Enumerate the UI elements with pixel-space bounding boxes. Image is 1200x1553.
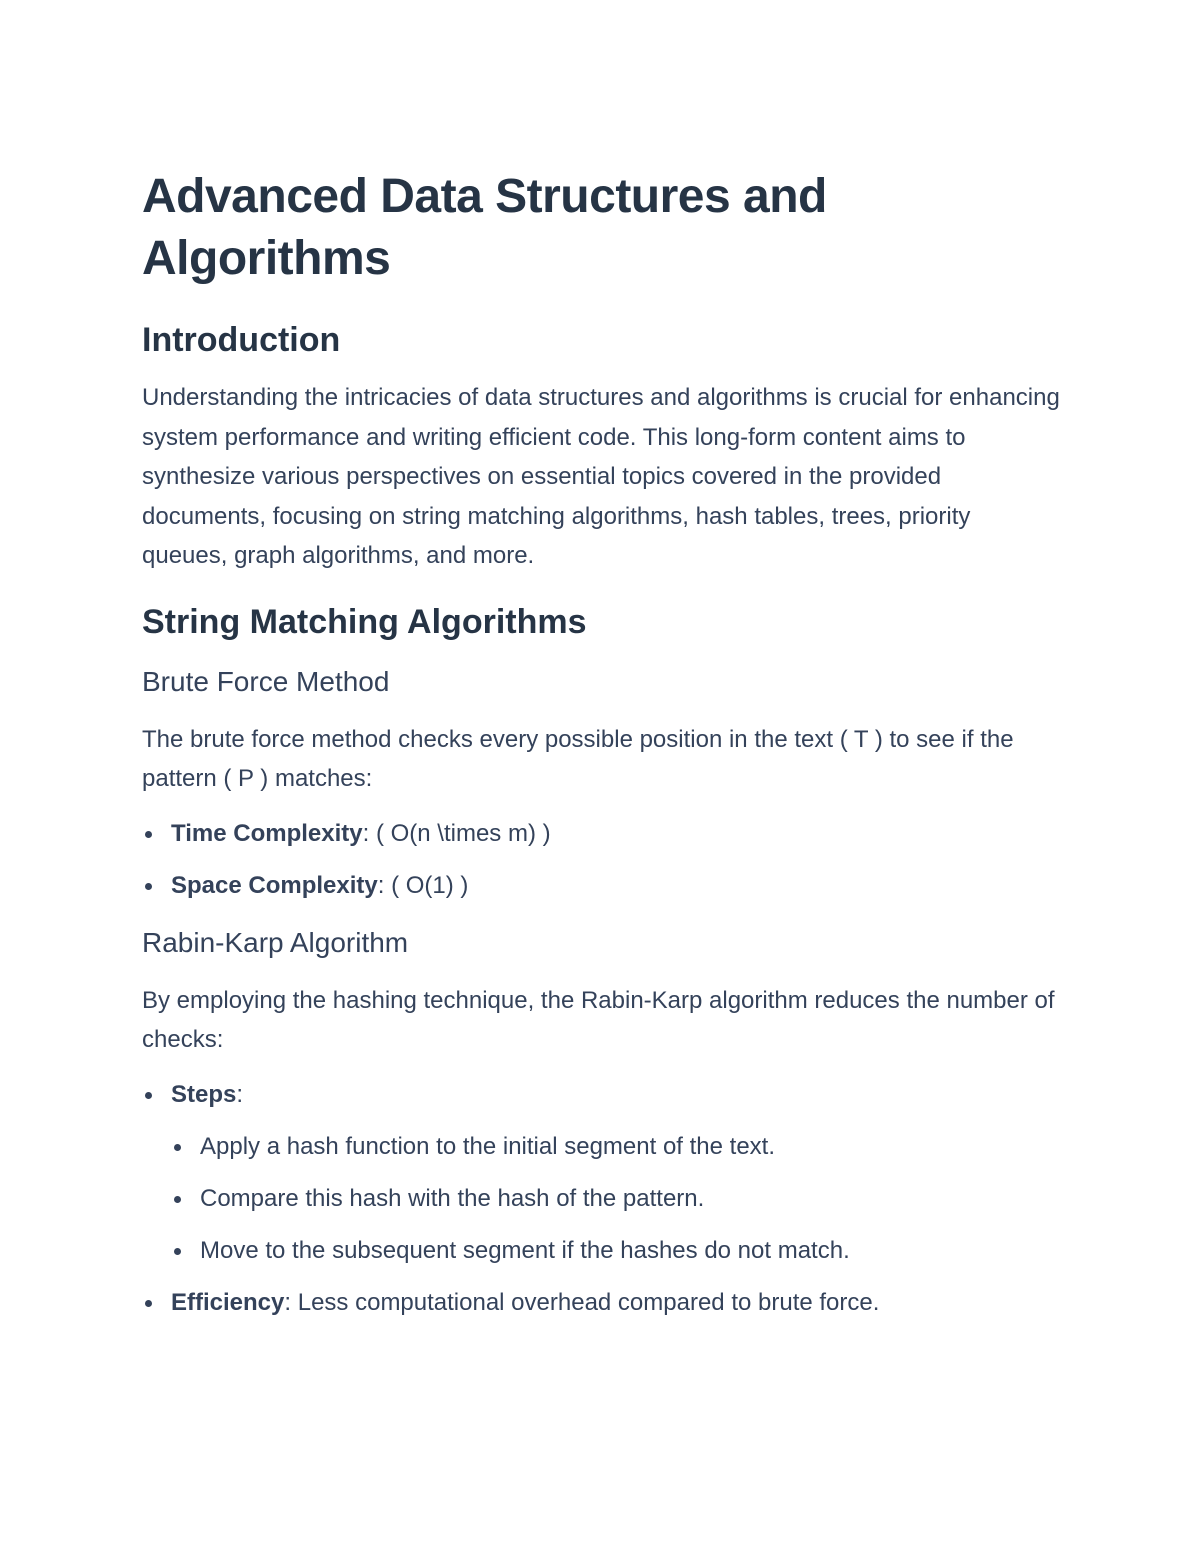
list-item-label: Time Complexity xyxy=(171,819,363,847)
subsection-heading-brute-force: Brute Force Method xyxy=(142,665,390,697)
brute-force-paragraph: The brute force method checks every possible position in the text ( T ) to see if the pattern ( P ) matches: xyxy=(142,725,1014,792)
brute-force-list xyxy=(142,817,1062,903)
list-item-step: Apply a hash function to the initial segment of the text. xyxy=(142,1130,1062,1164)
list-item-step: Move to the subsequent segment if the hashes do not match. xyxy=(142,1234,1062,1268)
rabin-karp-list xyxy=(142,1078,1062,1320)
section-heading-string-matching: String Matching Algorithms xyxy=(142,602,587,641)
introduction-paragraph: Understanding the intricacies of data structures and algorithms is crucial for enhancing system performance and writing efficient code. This long-form content aims to synthesize various perspectives on essential topics covered in the provided documents, focusing on string matching algorithms, hash tables, trees, priority queues, graph algorithms, and more. xyxy=(142,384,1060,569)
list-item-time-complexity xyxy=(142,817,1062,851)
document-page xyxy=(142,166,1062,1320)
document-title: Advanced Data Structures and Algorithms xyxy=(142,170,827,285)
section-heading-introduction: Introduction xyxy=(142,321,341,359)
rabin-karp-paragraph: By employing the hashing technique, the Rabin-Karp algorithm reduces the number of checks: xyxy=(142,986,1055,1053)
list-item-space-complexity xyxy=(142,869,1062,903)
list-item-efficiency xyxy=(142,1286,1062,1320)
list-item-label: Steps xyxy=(171,1080,237,1108)
list-item-label: Efficiency xyxy=(171,1288,285,1316)
list-item-text: : ( O(1) ) xyxy=(377,871,469,899)
list-item-text: : ( O(n \times m) ) xyxy=(362,819,551,847)
list-item-steps xyxy=(142,1078,1062,1112)
list-item-step: Compare this hash with the hash of the pattern. xyxy=(142,1182,1062,1216)
subsection-heading-rabin-karp: Rabin-Karp Algorithm xyxy=(142,926,409,958)
list-item-label: Space Complexity xyxy=(171,871,378,899)
list-item-text: : xyxy=(236,1080,244,1108)
list-item-text: : Less computational overhead compared to brute force. xyxy=(284,1288,880,1316)
